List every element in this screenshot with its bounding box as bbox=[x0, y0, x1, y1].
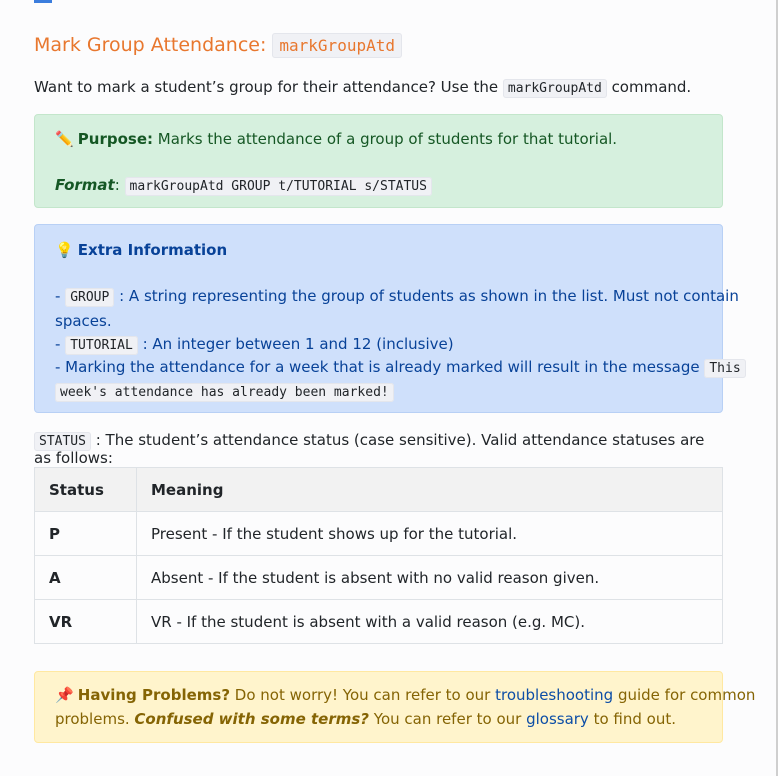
info-item-group bbox=[55, 287, 739, 305]
title-text: Mark Group Attendance: bbox=[34, 34, 273, 56]
info-item-tutorial bbox=[55, 335, 454, 353]
status-code: STATUS bbox=[34, 432, 91, 451]
tutorial-code: TUTORIAL bbox=[65, 336, 138, 355]
extra-info-box bbox=[34, 224, 741, 413]
info-text: : A string representing the group of students as shown in the list. Must not contain bbox=[114, 287, 739, 305]
purpose-label: Purpose: bbox=[77, 130, 153, 148]
info-prefix: - bbox=[55, 287, 66, 305]
intro-text bbox=[34, 78, 691, 96]
info-text: - Marking the attendance for a week that is already marked will result in the message bbox=[55, 358, 705, 376]
info-prefix: - bbox=[55, 335, 66, 353]
glossary-link[interactable]: glossary bbox=[526, 710, 589, 728]
column-header-status: Status bbox=[35, 468, 137, 512]
problems-text: guide for common bbox=[613, 686, 756, 704]
troubleshooting-link[interactable]: troubleshooting bbox=[495, 686, 614, 704]
info-item-group-cont bbox=[55, 312, 112, 330]
pencil-icon: ✏️ bbox=[55, 130, 74, 148]
format-code: markGroupAtd GROUP t/TUTORIAL s/STATUS bbox=[125, 177, 432, 196]
format-line bbox=[55, 176, 432, 194]
problems-line-2 bbox=[55, 710, 676, 728]
message-code: This bbox=[704, 359, 745, 378]
extra-info-heading bbox=[55, 241, 227, 259]
intro-before: Want to mark a student’s group for their attendance? Use the bbox=[34, 78, 503, 96]
pushpin-icon: 📌 bbox=[55, 686, 74, 704]
extra-info-title: Extra Information bbox=[77, 241, 228, 259]
status-cell: A bbox=[35, 556, 137, 600]
purpose-box bbox=[34, 114, 723, 208]
confused-label: Confused with some terms? bbox=[134, 710, 370, 728]
title-code: markGroupAtd bbox=[272, 33, 402, 58]
problems-text: problems. bbox=[55, 710, 135, 728]
table-row bbox=[35, 512, 723, 556]
intro-code: markGroupAtd bbox=[503, 79, 607, 98]
problems-line-1 bbox=[55, 686, 755, 704]
problems-text: You can refer to our bbox=[369, 710, 527, 728]
problems-label: Having Problems? bbox=[77, 686, 231, 704]
format-colon: : bbox=[114, 176, 125, 194]
status-cell: VR bbox=[35, 600, 137, 644]
table-row bbox=[35, 600, 723, 644]
problems-text: Do not worry! You can refer to our bbox=[230, 686, 496, 704]
purpose-text: Marks the attendance of a group of students for that tutorial. bbox=[153, 130, 618, 148]
intro-after: command. bbox=[606, 78, 692, 96]
info-text: spaces. bbox=[55, 312, 112, 330]
lightbulb-icon: 💡 bbox=[55, 241, 74, 259]
info-item-marked-cont bbox=[55, 382, 394, 400]
meaning-cell: Absent - If the student is absent with no valid reason given. bbox=[137, 556, 723, 600]
column-header-meaning: Meaning bbox=[137, 468, 723, 512]
status-intro-text: : The student’s attendance status (case sensitive). Valid attendance statuses are as follows: bbox=[34, 431, 705, 467]
meaning-cell: VR - If the student is absent with a valid reason (e.g. MC). bbox=[137, 600, 723, 644]
message-code-cont: week's attendance has already been marked! bbox=[55, 383, 394, 402]
group-code: GROUP bbox=[65, 288, 114, 307]
table-header-row bbox=[35, 468, 723, 512]
table-row bbox=[35, 556, 723, 600]
purpose-line bbox=[55, 130, 617, 148]
status-intro bbox=[34, 431, 723, 467]
info-item-marked bbox=[55, 358, 746, 376]
status-table bbox=[34, 467, 723, 644]
problems-text: to find out. bbox=[588, 710, 676, 728]
page-title bbox=[34, 34, 402, 56]
status-cell: P bbox=[35, 512, 137, 556]
top-marker bbox=[34, 0, 52, 3]
meaning-cell: Present - If the student shows up for the tutorial. bbox=[137, 512, 723, 556]
format-label: Format bbox=[55, 176, 115, 194]
info-text: : An integer between 1 and 12 (inclusive) bbox=[137, 335, 454, 353]
problems-box bbox=[34, 671, 756, 743]
